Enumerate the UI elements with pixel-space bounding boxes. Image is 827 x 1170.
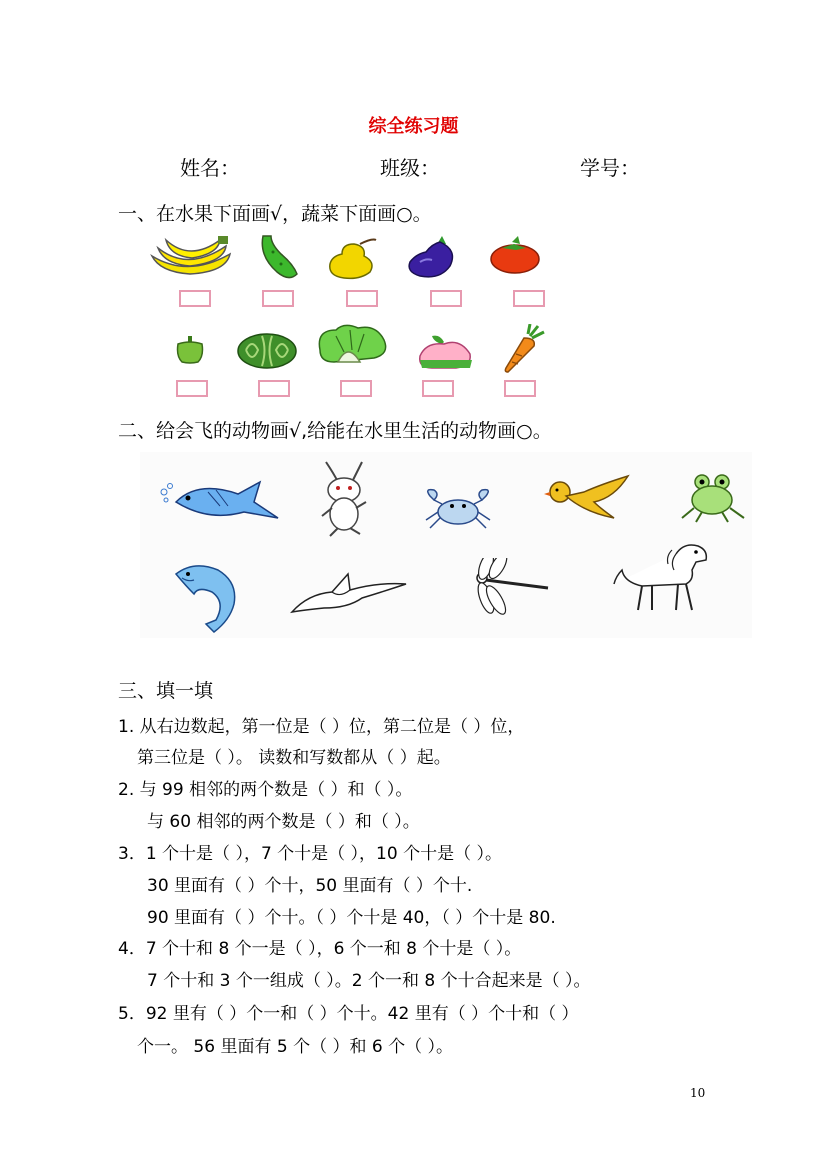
frog-icon: [680, 470, 746, 524]
section-1-heading: 一、在水果下面画√，蔬菜下面画○。: [118, 203, 432, 225]
page-number: 10: [690, 1086, 706, 1100]
answer-box[interactable]: [258, 380, 290, 397]
question-line: 个一。 56 里面有 5 个（ ）和 6 个（ ）。: [137, 1037, 453, 1057]
section-2-heading: 二、给会飞的动物画√,给能在水里生活的动物画○。: [118, 420, 552, 442]
rabbit-icon: [304, 460, 384, 538]
name-label: 姓名：: [180, 156, 240, 180]
answer-box[interactable]: [422, 380, 454, 397]
answer-box[interactable]: [504, 380, 536, 397]
question-line: 1. 从右边数起，第一位是（ ）位，第二位是（ ）位，: [118, 717, 525, 737]
page-title: 综全练习题: [368, 116, 459, 137]
eggplant-icon: [406, 232, 462, 280]
dolphin-icon: [172, 560, 244, 634]
question-line: 第三位是（ ）。 读数和写数都从（ ）起。: [137, 748, 451, 768]
section-3-heading: 三、填一填: [118, 680, 214, 702]
horse-icon: [612, 540, 712, 614]
question-line: 30 里面有（ ）个十，50 里面有（ ）个十.: [147, 876, 473, 896]
cucumber-icon: [255, 232, 305, 282]
answer-box[interactable]: [430, 290, 462, 307]
bird-icon: [544, 472, 632, 522]
question-line: 90 里面有（ ）个十。（ ）个十是 40，（ ）个十是 80.: [147, 908, 556, 928]
dragonfly-icon: [464, 558, 550, 618]
answer-box[interactable]: [262, 290, 294, 307]
question-line: 7 个十和 3 个一组成（ ）。2 个一和 8 个十合起来是（ ）。: [147, 971, 591, 991]
cabbage-icon: [314, 322, 390, 372]
question-line: 与 60 相邻的两个数是（ ）和（ ）。: [147, 812, 420, 832]
question-line: 5．92 里有（ ）个一和（ ）个十。42 里有（ ）个十和（ ）: [118, 1004, 579, 1024]
question-line: 4．7 个十和 8 个一是（ ），6 个一和 8 个十是（ ）。: [118, 939, 522, 959]
answer-box[interactable]: [340, 380, 372, 397]
peach-icon: [414, 332, 476, 372]
carrot-icon: [502, 324, 546, 374]
question-line: 2. 与 99 相邻的两个数是（ ）和（ ）。: [118, 780, 413, 800]
watermelon-icon: [236, 330, 298, 370]
pear-icon: [326, 236, 382, 280]
answer-box[interactable]: [513, 290, 545, 307]
answer-box[interactable]: [176, 380, 208, 397]
number-label: 学号：: [580, 156, 640, 180]
pepper-icon: [174, 336, 206, 364]
question-line: 3．1 个十是（ ），7 个十是（ ），10 个十是（ ）。: [118, 844, 503, 864]
class-label: 班级：: [380, 156, 440, 180]
swallow-icon: [288, 572, 410, 616]
crab-icon: [420, 484, 496, 534]
answer-box[interactable]: [179, 290, 211, 307]
fish-icon: [158, 476, 284, 524]
answer-box[interactable]: [346, 290, 378, 307]
banana-icon: [148, 232, 234, 280]
tomato-icon: [488, 234, 544, 276]
